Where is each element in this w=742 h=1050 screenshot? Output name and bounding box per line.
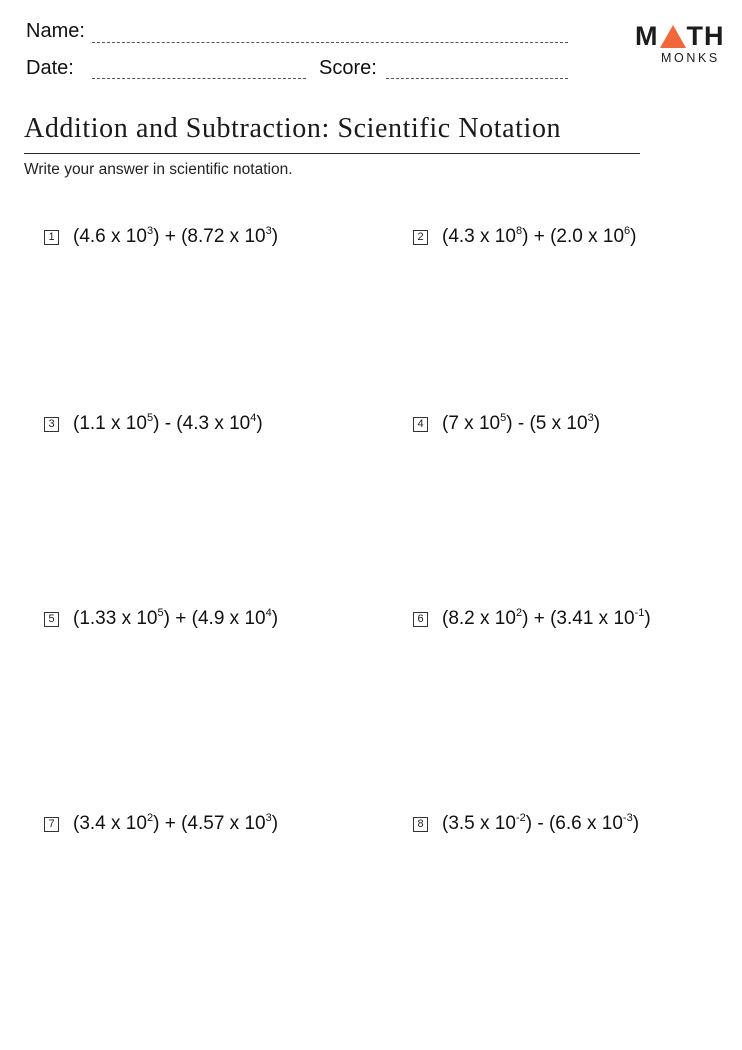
worksheet-title: Addition and Subtraction: Scientific Notation <box>24 113 562 144</box>
logo-subtitle: MONKS <box>661 51 720 65</box>
problem-expression: (3.4 x $10^2) + (4.57$ x $10^3$) <box>73 812 279 834</box>
problem-expression: (1.1 x $10^5) - (4.3$ x $10^4$) <box>73 412 263 434</box>
problem-number: 4 <box>413 417 428 432</box>
problem-8 <box>413 813 639 835</box>
problem-5 <box>44 608 278 630</box>
score-field[interactable] <box>386 78 568 79</box>
problem-number: 7 <box>44 817 59 832</box>
name-label: Name: <box>26 20 85 42</box>
problem-expression: (1.33 x $10^5) + (4.9$ x $10^4$) <box>73 607 279 629</box>
instructions: Write your answer in scientific notation. <box>24 161 293 178</box>
problem-number: 5 <box>44 612 59 627</box>
problem-6 <box>413 608 651 630</box>
problem-expression: (4.6 x $10^3) + (8.72$ x $10^3$) <box>73 225 279 247</box>
problem-3 <box>44 413 263 435</box>
title-divider <box>24 153 640 154</box>
problem-2 <box>413 226 636 248</box>
date-label: Date: <box>26 57 74 79</box>
problem-1 <box>44 226 278 248</box>
logo-letters-th: TH <box>686 21 725 51</box>
math-monks-logo <box>635 22 727 70</box>
problem-number: 6 <box>413 612 428 627</box>
problem-number: 1 <box>44 230 59 245</box>
name-field[interactable] <box>92 42 568 43</box>
triangle-icon <box>660 25 686 48</box>
problem-number: 2 <box>413 230 428 245</box>
problem-number: 3 <box>44 417 59 432</box>
problem-expression: (3.5 x $10^{-2}) - (6.6$ x $10^{-3}$) <box>442 812 640 834</box>
logo-letter-m: M <box>635 21 659 51</box>
problem-expression: (7 x $10^5) - (5$ x $10^3$) <box>442 412 601 434</box>
problem-expression: (4.3 x $10^8) + (2.0$ x $10^6$) <box>442 225 637 247</box>
date-field[interactable] <box>92 78 306 79</box>
score-label: Score: <box>319 57 377 79</box>
problem-expression: (8.2 x $10^2) + (3.41$ x $10^{-1}$) <box>442 607 651 629</box>
problem-number: 8 <box>413 817 428 832</box>
problem-4 <box>413 413 600 435</box>
problem-7 <box>44 813 278 835</box>
